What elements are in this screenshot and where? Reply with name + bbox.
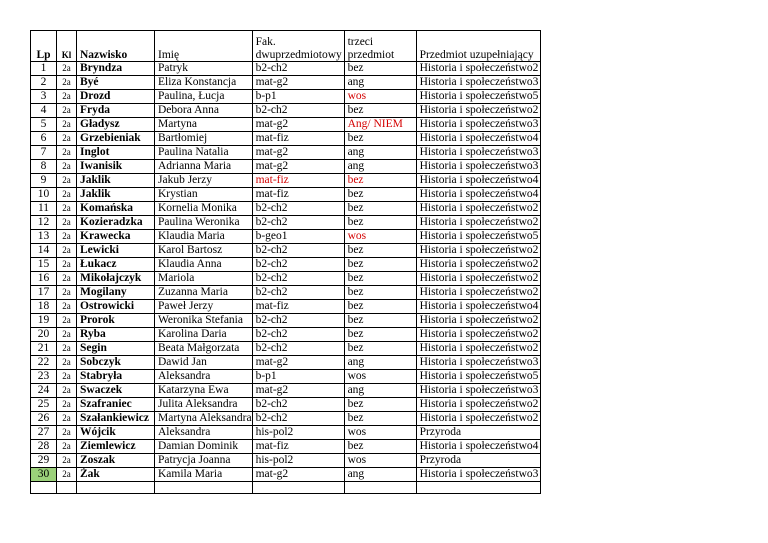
cell-lp: 1: [31, 62, 57, 76]
cell-nazwisko: Zoszak: [77, 454, 155, 468]
cell-trzeci: wos: [344, 426, 416, 440]
table-row: [31, 272, 541, 286]
cell-imie: Martyna Aleksandra: [155, 412, 253, 426]
cell-kl: 2a: [57, 440, 77, 454]
cell-fak: b2-ch2: [252, 314, 344, 328]
cell-kl: 2a: [57, 132, 77, 146]
cell-kl: 2a: [57, 188, 77, 202]
cell-imie: Paulina, Łucja: [155, 90, 253, 104]
cell-lp: 2: [31, 76, 57, 90]
cell-nazwisko: Fryda: [77, 104, 155, 118]
cell-fak: mat-g2: [252, 384, 344, 398]
cell-imie: Karolina Daria: [155, 328, 253, 342]
cell-kl: 2a: [57, 76, 77, 90]
cell-uzup: Historia i społeczeństwo3: [416, 146, 540, 160]
cell-imie: Klaudia Anna: [155, 258, 253, 272]
table-row: [31, 258, 541, 272]
cell-trzeci: bez: [344, 216, 416, 230]
cell-uzup: Historia i społeczeństwo3: [416, 468, 540, 482]
cell-kl: 2a: [57, 342, 77, 356]
header-kl: Kl: [57, 31, 77, 62]
table-row: [31, 412, 541, 426]
cell-trzeci: bez: [344, 272, 416, 286]
cell-imie: Aleksandra: [155, 370, 253, 384]
cell-trzeci: bez: [344, 342, 416, 356]
cell-lp: 13: [31, 230, 57, 244]
cell-fak: b2-ch2: [252, 286, 344, 300]
table-row: [31, 174, 541, 188]
cell-fak: b2-ch2: [252, 272, 344, 286]
table-row: [31, 440, 541, 454]
cell-kl: 2a: [57, 230, 77, 244]
cell-lp: 30: [31, 468, 57, 482]
cell-trzeci: bez: [344, 440, 416, 454]
cell-nazwisko: Ryba: [77, 328, 155, 342]
cell-lp: 18: [31, 300, 57, 314]
cell-imie: Bartłomiej: [155, 132, 253, 146]
header-fak: [252, 31, 344, 62]
cell-trzeci: bez: [344, 202, 416, 216]
cell-fak: b2-ch2: [252, 216, 344, 230]
cell-lp: 10: [31, 188, 57, 202]
cell-imie: Karol Bartosz: [155, 244, 253, 258]
cell-nazwisko: Grzebieniak: [77, 132, 155, 146]
cell-nazwisko: Inglot: [77, 146, 155, 160]
cell-uzup: Przyroda: [416, 426, 540, 440]
cell-trzeci: wos: [344, 370, 416, 384]
cell-uzup: Przyroda: [416, 454, 540, 468]
cell-imie: Mariola: [155, 272, 253, 286]
cell-lp: 22: [31, 356, 57, 370]
cell-trzeci: ang: [344, 384, 416, 398]
cell-uzup: Historia i społeczeństwo2: [416, 398, 540, 412]
cell-trzeci: ang: [344, 146, 416, 160]
cell-nazwisko: Iwanisik: [77, 160, 155, 174]
cell-uzup: Historia i społeczeństwo2: [416, 104, 540, 118]
cell-kl: 2a: [57, 90, 77, 104]
cell-uzup: Historia i społeczeństwo2: [416, 328, 540, 342]
cell-uzup: Historia i społeczeństwo3: [416, 160, 540, 174]
table-row: [31, 104, 541, 118]
header-fak-line2: dwuprzedmiotowy: [255, 48, 342, 61]
cell-kl: 2a: [57, 286, 77, 300]
cell-imie: Klaudia Maria: [155, 230, 253, 244]
cell-kl: 2a: [57, 328, 77, 342]
cell-nazwisko: Ziemlewicz: [77, 440, 155, 454]
cell-kl: 2a: [57, 160, 77, 174]
cell-imie: Damian Dominik: [155, 440, 253, 454]
cell-kl: 2a: [57, 146, 77, 160]
header-row: [31, 31, 541, 62]
cell-nazwisko: Żak: [77, 468, 155, 482]
table-row: [31, 314, 541, 328]
table-row: [31, 76, 541, 90]
cell-fak: his-pol2: [252, 454, 344, 468]
cell-kl: 2a: [57, 468, 77, 482]
table-row: [31, 370, 541, 384]
cell-imie: Kamila Maria: [155, 468, 253, 482]
cell-kl: 2a: [57, 62, 77, 76]
cell-kl: 2a: [57, 384, 77, 398]
table-row: [31, 118, 541, 132]
cell-kl: 2a: [57, 174, 77, 188]
cell-uzup: Historia i społeczeństwo4: [416, 188, 540, 202]
header-trzeci-line2: przedmiot: [347, 48, 395, 61]
cell-kl: 2a: [57, 398, 77, 412]
header-lp: Lp: [31, 31, 57, 62]
cell-nazwisko: Jaklik: [77, 188, 155, 202]
cell-fak: mat-fiz: [252, 440, 344, 454]
cell-trzeci: wos: [344, 230, 416, 244]
cell-uzup: Historia i społeczeństwo4: [416, 174, 540, 188]
cell-imie: Paulina Natalia: [155, 146, 253, 160]
empty-cell: [31, 482, 57, 494]
cell-nazwisko: Mogilany: [77, 286, 155, 300]
cell-uzup: Historia i społeczeństwo2: [416, 202, 540, 216]
cell-nazwisko: Szafraniec: [77, 398, 155, 412]
empty-cell: [416, 482, 540, 494]
table-row: [31, 398, 541, 412]
cell-lp: 7: [31, 146, 57, 160]
cell-nazwisko: Krawecka: [77, 230, 155, 244]
cell-imie: Zuzanna Maria: [155, 286, 253, 300]
cell-lp: 16: [31, 272, 57, 286]
cell-uzup: Historia i społeczeństwo4: [416, 300, 540, 314]
cell-fak: mat-g2: [252, 118, 344, 132]
header-nazwisko: Nazwisko: [77, 31, 155, 62]
cell-uzup: Historia i społeczeństwo4: [416, 440, 540, 454]
empty-cell: [57, 482, 77, 494]
cell-lp: 3: [31, 90, 57, 104]
cell-kl: 2a: [57, 356, 77, 370]
cell-trzeci: bez: [344, 188, 416, 202]
cell-fak: mat-g2: [252, 160, 344, 174]
table-row: [31, 286, 541, 300]
table-row: [31, 146, 541, 160]
cell-fak: mat-g2: [252, 146, 344, 160]
cell-fak: mat-fiz: [252, 174, 344, 188]
cell-trzeci: bez: [344, 62, 416, 76]
cell-trzeci: wos: [344, 454, 416, 468]
table-row: [31, 384, 541, 398]
cell-fak: b2-ch2: [252, 328, 344, 342]
cell-trzeci: ang: [344, 160, 416, 174]
cell-lp: 28: [31, 440, 57, 454]
cell-uzup: Historia i społeczeństwo3: [416, 356, 540, 370]
cell-lp: 8: [31, 160, 57, 174]
cell-fak: mat-g2: [252, 356, 344, 370]
cell-kl: 2a: [57, 426, 77, 440]
cell-imie: Eliza Konstancja: [155, 76, 253, 90]
cell-imie: Dawid Jan: [155, 356, 253, 370]
cell-fak: mat-g2: [252, 468, 344, 482]
cell-fak: b-p1: [252, 90, 344, 104]
table-row: [31, 160, 541, 174]
cell-trzeci: bez: [344, 174, 416, 188]
cell-uzup: Historia i społeczeństwo2: [416, 412, 540, 426]
empty-cell: [77, 482, 155, 494]
cell-kl: 2a: [57, 118, 77, 132]
cell-uzup: Historia i społeczeństwo2: [416, 342, 540, 356]
cell-imie: Martyna: [155, 118, 253, 132]
cell-nazwisko: Prorok: [77, 314, 155, 328]
cell-kl: 2a: [57, 454, 77, 468]
empty-row: [31, 482, 541, 494]
cell-nazwisko: Ostrowicki: [77, 300, 155, 314]
cell-trzeci: bez: [344, 104, 416, 118]
cell-fak: b-geo1: [252, 230, 344, 244]
cell-kl: 2a: [57, 202, 77, 216]
header-fak-line1: Fak.: [255, 36, 276, 48]
cell-nazwisko: Segin: [77, 342, 155, 356]
cell-nazwisko: Mikołajczyk: [77, 272, 155, 286]
cell-fak: b2-ch2: [252, 244, 344, 258]
cell-lp: 26: [31, 412, 57, 426]
table-row: [31, 188, 541, 202]
table-row: [31, 468, 541, 482]
cell-nazwisko: Szałankiewicz: [77, 412, 155, 426]
cell-fak: b-p1: [252, 370, 344, 384]
cell-fak: mat-fiz: [252, 188, 344, 202]
cell-nazwisko: Gładysz: [77, 118, 155, 132]
cell-nazwisko: Jaklik: [77, 174, 155, 188]
cell-trzeci: bez: [344, 328, 416, 342]
cell-lp: 5: [31, 118, 57, 132]
cell-fak: mat-fiz: [252, 300, 344, 314]
cell-imie: Paweł Jerzy: [155, 300, 253, 314]
cell-lp: 9: [31, 174, 57, 188]
cell-lp: 23: [31, 370, 57, 384]
cell-imie: Julita Aleksandra: [155, 398, 253, 412]
cell-uzup: Historia i społeczeństwo3: [416, 384, 540, 398]
cell-imie: Debora Anna: [155, 104, 253, 118]
cell-imie: Aleksandra: [155, 426, 253, 440]
cell-fak: b2-ch2: [252, 412, 344, 426]
cell-kl: 2a: [57, 300, 77, 314]
cell-fak: b2-ch2: [252, 342, 344, 356]
cell-nazwisko: Lewicki: [77, 244, 155, 258]
cell-lp: 14: [31, 244, 57, 258]
cell-imie: Paulina Weronika: [155, 216, 253, 230]
cell-uzup: Historia i społeczeństwo2: [416, 216, 540, 230]
cell-trzeci: bez: [344, 398, 416, 412]
cell-kl: 2a: [57, 370, 77, 384]
table-row: [31, 62, 541, 76]
cell-nazwisko: Wójcik: [77, 426, 155, 440]
cell-uzup: Historia i społeczeństwo2: [416, 272, 540, 286]
cell-nazwisko: Swaczek: [77, 384, 155, 398]
cell-lp: 24: [31, 384, 57, 398]
cell-lp: 27: [31, 426, 57, 440]
cell-lp: 29: [31, 454, 57, 468]
cell-fak: b2-ch2: [252, 62, 344, 76]
header-uzup: Przedmiot uzupełniający: [416, 31, 540, 62]
cell-uzup: Historia i społeczeństwo5: [416, 230, 540, 244]
cell-lp: 15: [31, 258, 57, 272]
student-table: [30, 30, 541, 494]
cell-imie: Kornelia Monika: [155, 202, 253, 216]
cell-uzup: Historia i społeczeństwo3: [416, 76, 540, 90]
cell-imie: Patrycja Joanna: [155, 454, 253, 468]
header-trzeci: [344, 31, 416, 62]
empty-cell: [155, 482, 253, 494]
cell-fak: mat-g2: [252, 76, 344, 90]
cell-uzup: Historia i społeczeństwo3: [416, 118, 540, 132]
cell-uzup: Historia i społeczeństwo2: [416, 244, 540, 258]
cell-uzup: Historia i społeczeństwo5: [416, 90, 540, 104]
cell-imie: Krystian: [155, 188, 253, 202]
cell-nazwisko: Sobczyk: [77, 356, 155, 370]
cell-lp: 19: [31, 314, 57, 328]
cell-fak: b2-ch2: [252, 104, 344, 118]
cell-imie: Adrianna Maria: [155, 160, 253, 174]
cell-trzeci: bez: [344, 244, 416, 258]
cell-trzeci: bez: [344, 286, 416, 300]
cell-lp: 11: [31, 202, 57, 216]
table-row: [31, 328, 541, 342]
cell-kl: 2a: [57, 412, 77, 426]
cell-nazwisko: Komańska: [77, 202, 155, 216]
cell-kl: 2a: [57, 272, 77, 286]
cell-fak: mat-fiz: [252, 132, 344, 146]
cell-lp: 20: [31, 328, 57, 342]
cell-uzup: Historia i społeczeństwo2: [416, 62, 540, 76]
cell-uzup: Historia i społeczeństwo2: [416, 314, 540, 328]
cell-kl: 2a: [57, 314, 77, 328]
table-row: [31, 132, 541, 146]
table-row: [31, 244, 541, 258]
cell-trzeci: bez: [344, 412, 416, 426]
cell-trzeci: Ang/ NIEM: [344, 118, 416, 132]
cell-kl: 2a: [57, 104, 77, 118]
table-row: [31, 216, 541, 230]
cell-lp: 12: [31, 216, 57, 230]
cell-uzup: Historia i społeczeństwo2: [416, 286, 540, 300]
cell-imie: Weronika Stefania: [155, 314, 253, 328]
cell-fak: b2-ch2: [252, 202, 344, 216]
table-row: [31, 454, 541, 468]
cell-imie: Jakub Jerzy: [155, 174, 253, 188]
cell-lp: 25: [31, 398, 57, 412]
cell-trzeci: ang: [344, 468, 416, 482]
cell-uzup: Historia i społeczeństwo5: [416, 370, 540, 384]
cell-lp: 4: [31, 104, 57, 118]
table-row: [31, 230, 541, 244]
cell-imie: Patryk: [155, 62, 253, 76]
cell-trzeci: ang: [344, 76, 416, 90]
cell-trzeci: bez: [344, 300, 416, 314]
cell-nazwisko: Stabryła: [77, 370, 155, 384]
cell-uzup: Historia i społeczeństwo4: [416, 132, 540, 146]
cell-fak: b2-ch2: [252, 258, 344, 272]
cell-nazwisko: Drozd: [77, 90, 155, 104]
table-row: [31, 426, 541, 440]
header-trzeci-line1: trzeci: [347, 36, 374, 48]
table-row: [31, 300, 541, 314]
cell-nazwisko: Bryndza: [77, 62, 155, 76]
cell-trzeci: wos: [344, 90, 416, 104]
cell-nazwisko: Byé: [77, 76, 155, 90]
empty-cell: [252, 482, 344, 494]
table-row: [31, 90, 541, 104]
cell-uzup: Historia i społeczeństwo2: [416, 258, 540, 272]
cell-lp: 6: [31, 132, 57, 146]
cell-imie: Beata Małgorzata: [155, 342, 253, 356]
cell-kl: 2a: [57, 216, 77, 230]
cell-kl: 2a: [57, 258, 77, 272]
cell-kl: 2a: [57, 244, 77, 258]
empty-cell: [344, 482, 416, 494]
cell-lp: 17: [31, 286, 57, 300]
cell-trzeci: bez: [344, 132, 416, 146]
cell-nazwisko: Kozieradzka: [77, 216, 155, 230]
cell-trzeci: bez: [344, 314, 416, 328]
table-row: [31, 356, 541, 370]
cell-lp: 21: [31, 342, 57, 356]
cell-imie: Katarzyna Ewa: [155, 384, 253, 398]
cell-trzeci: bez: [344, 258, 416, 272]
cell-trzeci: ang: [344, 356, 416, 370]
table-row: [31, 342, 541, 356]
header-imie: Imię: [155, 31, 253, 62]
cell-fak: b2-ch2: [252, 398, 344, 412]
cell-nazwisko: Łukacz: [77, 258, 155, 272]
table-row: [31, 202, 541, 216]
cell-fak: his-pol2: [252, 426, 344, 440]
